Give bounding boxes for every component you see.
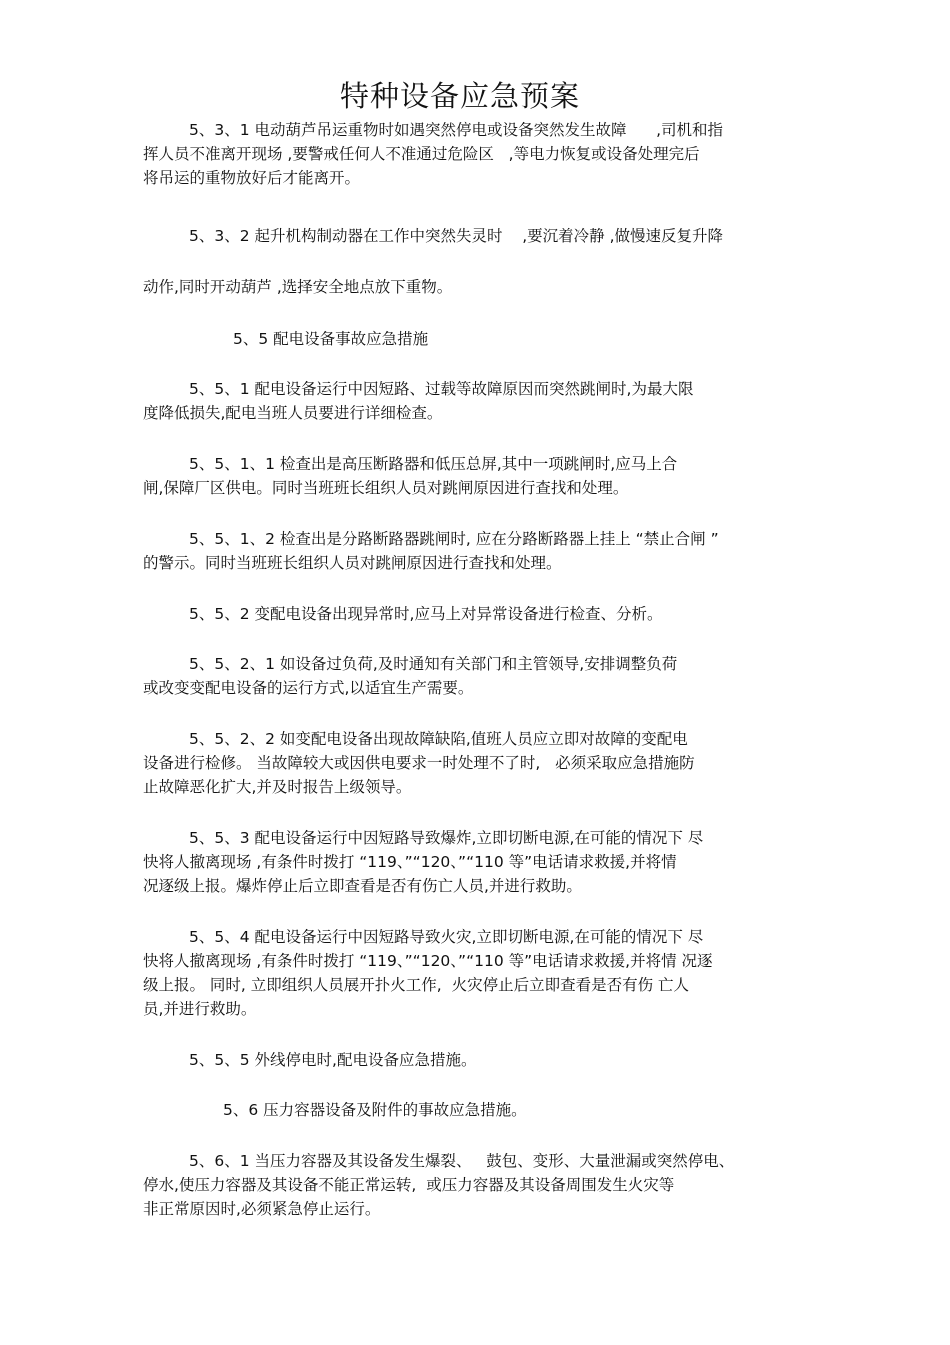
- paragraph-5-5-5: [143, 1048, 823, 1072]
- text-line: 5、6、1 当压力容器及其设备发生爆裂、 鼓包、变形、大量泄漏或突然停电、: [189, 1152, 735, 1170]
- text-line: 5、5、3 配电设备运行中因短路导致爆炸,立即切断电源,在可能的情况下 尽: [189, 829, 704, 847]
- heading-5-6: [143, 1098, 823, 1122]
- text-line: 5、3、1 电动葫芦吊运重物时如遇突然停电或设备突然发生故障 ,司机和指: [189, 121, 724, 139]
- text-line: 5、5、2 变配电设备出现异常时,应马上对异常设备进行检查、分析。: [189, 605, 663, 623]
- text-line: 5、5、5 外线停电时,配电设备应急措施。: [189, 1051, 477, 1069]
- heading-5-5: [143, 327, 823, 351]
- text-line: 闸,保障厂区供电。同时当班班长组织人员对跳闸原因进行查找和处理。: [143, 479, 629, 497]
- paragraph-5-3-2: [143, 224, 823, 248]
- text-line: 非正常原因时,必须紧急停止运行。: [143, 1200, 381, 1218]
- text-line: 快将人撤离现场 ,有条件时拨打 “119、”“120、”“110 等”电话请求救援,并将情: [143, 853, 677, 871]
- paragraph-5-3-1: [143, 118, 823, 190]
- text-line: 快将人撤离现场 ,有条件时拨打 “119、”“120、”“110 等”电话请求救援,并将情 况逐: [143, 952, 713, 970]
- text-line: 动作,同时开动葫芦 ,选择安全地点放下重物。: [143, 278, 453, 296]
- paragraph-5-5-3: [143, 826, 823, 898]
- text-line: 将吊运的重物放好后才能离开。: [143, 169, 361, 187]
- paragraph-5-5-1: [143, 377, 823, 425]
- text-line: 5、5、1 配电设备运行中因短路、过载等故障原因而突然跳闸时,为最大限: [189, 380, 694, 398]
- text-line: 度降低损失,配电当班人员要进行详细检查。: [143, 404, 443, 422]
- paragraph-5-5-2: [143, 602, 823, 626]
- text-line: 停水,使压力容器及其设备不能正常运转, 或压力容器及其设备周围发生火灾等: [143, 1176, 675, 1194]
- text-line: 况逐级上报。爆炸停止后立即查看是否有伤亡人员,并进行救助。: [143, 877, 582, 895]
- paragraph-5-3-2-cont: [143, 275, 823, 299]
- paragraph-5-6-1: [143, 1149, 823, 1221]
- text-line: 5、3、2 起升机构制动器在工作中突然失灵时 ,要沉着冷静 ,做慢速反复升降: [189, 227, 724, 245]
- paragraph-5-5-1-1: [143, 452, 823, 500]
- text-line: 止故障恶化扩大,并及时报告上级领导。: [143, 778, 412, 796]
- text-line: 5、6 压力容器设备及附件的事故应急措施。: [223, 1101, 527, 1119]
- text-line: 级上报。 同时, 立即组织人员展开扑火工作, 火灾停止后立即查看是否有伤 亡人: [143, 976, 689, 994]
- text-line: 5、5、1、2 检查出是分路断路器跳闸时, 应在分路断路器上挂上 “禁止合闸 ”: [189, 530, 719, 548]
- text-line: 5、5、1、1 检查出是高压断路器和低压总屏,其中一项跳闸时,应马上合: [189, 455, 678, 473]
- text-line: 5、5、2、2 如变配电设备出现故障缺陷,值班人员应立即对故障的变配电: [189, 730, 688, 748]
- text-line: 或改变变配电设备的运行方式,以适宜生产需要。: [143, 679, 474, 697]
- text-line: 员,并进行救助。: [143, 1000, 257, 1018]
- document-title: 特种设备应急预案: [339, 79, 580, 113]
- text-line: 的警示。同时当班班长组织人员对跳闸原因进行查找和处理。: [143, 554, 562, 572]
- text-line: 5、5 配电设备事故应急措施: [233, 330, 429, 348]
- text-line: 挥人员不准离开现场 ,要警戒任何人不准通过危险区 ,等电力恢复或设备处理完后: [143, 145, 700, 163]
- paragraph-5-5-1-2: [143, 527, 823, 575]
- text-line: 设备进行检修。 当故障较大或因供电要求一时处理不了时, 必须采取应急措施防: [143, 754, 695, 772]
- text-line: 5、5、2、1 如设备过负荷,及时通知有关部门和主管领导,安排调整负荷: [189, 655, 678, 673]
- paragraph-5-5-4: [143, 925, 823, 1021]
- paragraph-5-5-2-1: [143, 652, 823, 700]
- paragraph-5-5-2-2: [143, 727, 823, 799]
- text-line: 5、5、4 配电设备运行中因短路导致火灾,立即切断电源,在可能的情况下 尽: [189, 928, 704, 946]
